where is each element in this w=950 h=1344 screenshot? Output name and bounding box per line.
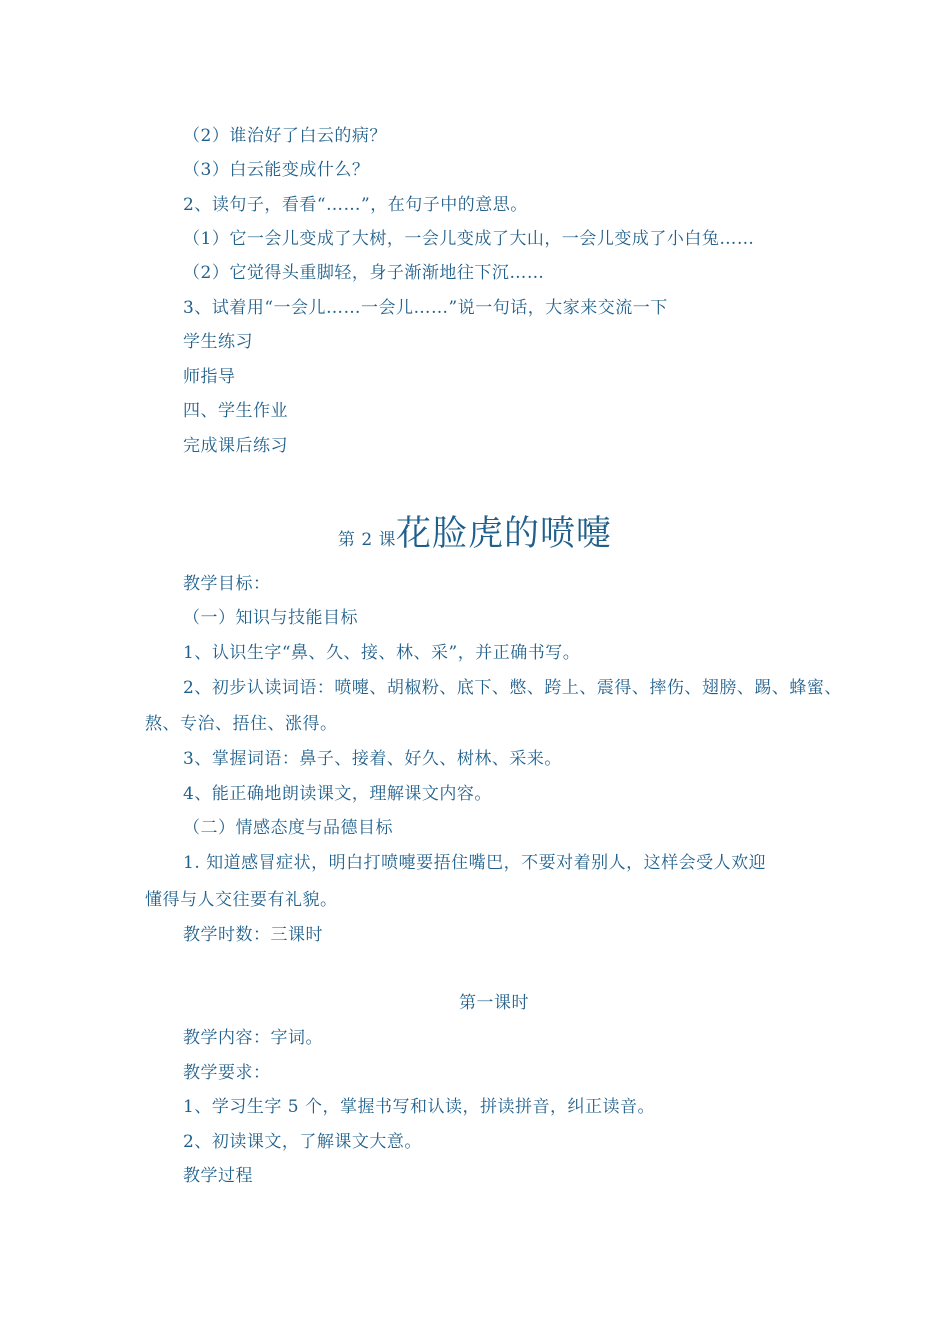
teaching-process: 教学过程 — [183, 1166, 253, 1186]
question-2: （2）谁治好了白云的病？ — [183, 126, 387, 146]
emotion-objectives-heading: （二）情感态度与品德目标 — [183, 818, 393, 838]
objective-e1-line1: 1. 知道感冒症状，明白打喷嚏要捂住嘴巴，不要对着别人，这样会受人欢迎 — [183, 853, 767, 873]
teaching-hours: 教学时数：三课时 — [183, 925, 323, 945]
requirement-1: 1、学习生字 5 个，掌握书写和认读，拼读拼音，纠正读音。 — [183, 1097, 655, 1117]
objective-k2-line2: 熬、专治、捂住、涨得。 — [145, 714, 338, 734]
objective-k4: 4、能正确地朗读课文，理解课文内容。 — [183, 784, 492, 804]
teaching-content: 教学内容：字词。 — [183, 1028, 323, 1048]
student-practice: 学生练习 — [183, 332, 253, 352]
knowledge-objectives-heading: （一）知识与技能目标 — [183, 608, 358, 628]
teaching-requirements: 教学要求： — [183, 1063, 271, 1083]
homework-text: 完成课后练习 — [183, 436, 288, 456]
lesson-title-row — [0, 506, 950, 556]
requirement-2: 2、初读课文，了解课文大意。 — [183, 1132, 422, 1152]
objectives-heading: 教学目标： — [183, 574, 271, 594]
teacher-guide: 师指导 — [183, 367, 236, 387]
lesson-number: 第 2 课 — [337, 530, 397, 550]
objective-k3: 3、掌握词语：鼻子、接着、好久、树林、采来。 — [183, 749, 562, 769]
objective-e1-line2: 懂得与人交往要有礼貌。 — [145, 890, 338, 910]
first-period-heading: 第一课时 — [459, 993, 529, 1013]
read-sentences-instruction: 2、读句子，看看“……”，在句子中的意思。 — [183, 195, 528, 215]
objective-k2-line1: 2、初步认读词语：喷嚏、胡椒粉、底下、憋、跨上、震得、摔伤、翅膀、踢、蜂蜜、 — [183, 678, 842, 698]
lesson-title: 花脸虎的喷嚏 — [396, 514, 613, 554]
make-sentence-instruction: 3、试着用“一会儿……一会儿……”说一句话，大家来交流一下 — [183, 298, 668, 318]
question-3: （3）白云能变成什么？ — [183, 160, 370, 180]
objective-k1: 1、认识生字“鼻、久、接、林、采”，并正确书写。 — [183, 643, 581, 663]
homework-heading: 四、学生作业 — [183, 401, 288, 421]
sentence-1: （1）它一会儿变成了大树，一会儿变成了大山，一会儿变成了小白兔…… — [183, 229, 755, 249]
sentence-2: （2）它觉得头重脚轻，身子渐渐地往下沉…… — [183, 263, 545, 283]
